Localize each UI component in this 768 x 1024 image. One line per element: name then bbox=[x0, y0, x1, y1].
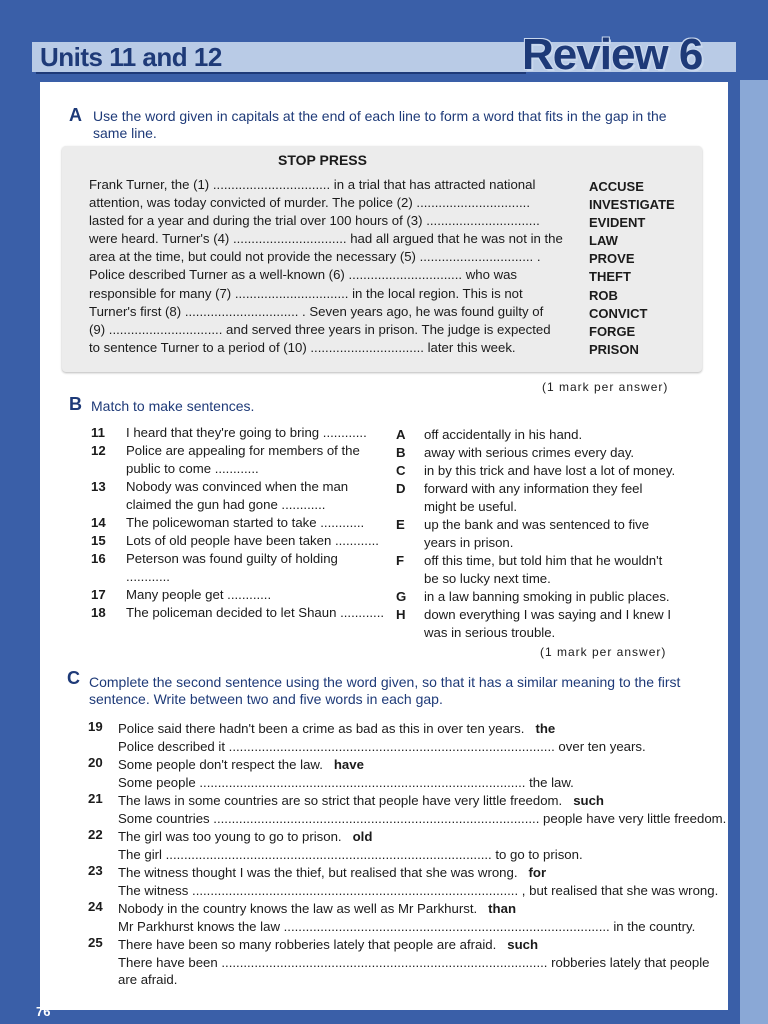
item-gap-sentence[interactable]: The girl ......................................................................................... to go to prison. bbox=[118, 847, 583, 862]
page-number: 76 bbox=[36, 1004, 51, 1019]
stop-press-line: area at the time, but could not provide the necessary (5) ............................... . bbox=[89, 249, 541, 265]
section-b-instruction: Match to make sentences. bbox=[91, 398, 255, 414]
word-item: PRISON bbox=[589, 341, 639, 357]
item-gap-sentence-continued: are afraid. bbox=[118, 972, 178, 987]
match-num: 15 bbox=[91, 533, 106, 548]
match-left-text: claimed the gun had gone ............ bbox=[126, 497, 326, 512]
match-right-text: off this time, but told him that he wouldn't bbox=[424, 553, 663, 568]
key-word: such bbox=[507, 937, 539, 952]
match-num: 18 bbox=[91, 605, 106, 620]
item-gap-sentence[interactable]: Police described it ......................................................................................... over ten years. bbox=[118, 739, 646, 754]
item-first-sentence bbox=[118, 721, 555, 736]
section-b-letter: B bbox=[69, 394, 82, 414]
stop-press-title: STOP PRESS bbox=[278, 152, 367, 168]
item-first-sentence bbox=[118, 757, 364, 772]
match-letter: H bbox=[396, 607, 406, 622]
match-right-text: up the bank and was sentenced to five bbox=[424, 517, 650, 532]
item-first-sentence bbox=[118, 937, 538, 952]
match-right-text: down everything I was saying and I knew I bbox=[424, 607, 672, 622]
item-number: 19 bbox=[88, 719, 103, 734]
word-item: ACCUSE bbox=[589, 179, 644, 194]
match-left-text: The policeman decided to let Shaun ............ bbox=[126, 605, 385, 620]
side-strip bbox=[740, 80, 768, 1024]
item-number: 21 bbox=[88, 791, 103, 806]
match-num: 13 bbox=[91, 479, 106, 494]
match-right-text: years in prison. bbox=[424, 535, 514, 550]
review-title: Review 6 bbox=[522, 30, 703, 79]
match-letter: E bbox=[396, 517, 405, 532]
key-word: such bbox=[573, 793, 604, 808]
match-left-text: ............ bbox=[126, 569, 170, 584]
section-a-instruction: Use the word given in capitals at the end of each line to form a word that fits in the gap in the same line. bbox=[93, 108, 667, 141]
item-number: 25 bbox=[88, 935, 103, 950]
key-word: than bbox=[488, 901, 516, 916]
section-b-mark: (1 mark per answer) bbox=[540, 645, 667, 659]
match-right-text: forward with any information they feel bbox=[424, 481, 643, 496]
first-sentence-text: Police said there hadn't been a crime as bad as this in over ten years. bbox=[118, 721, 525, 736]
match-letter: B bbox=[396, 445, 406, 460]
match-left-text: I heard that they're going to bring ............ bbox=[126, 425, 367, 440]
match-right-text: might be useful. bbox=[424, 499, 518, 514]
match-num: 17 bbox=[91, 587, 106, 602]
stop-press-text bbox=[89, 176, 569, 357]
word-item: EVIDENT bbox=[589, 215, 646, 231]
word-item: THEFT bbox=[589, 269, 631, 285]
item-gap-sentence[interactable]: Some countries ......................................................................................... people have very little freedom. bbox=[118, 811, 727, 826]
section-a-letter: A bbox=[69, 105, 82, 125]
item-number: 23 bbox=[88, 863, 103, 878]
first-sentence-text: Some people don't respect the law. bbox=[118, 757, 323, 772]
item-first-sentence bbox=[118, 829, 372, 844]
item-first-sentence bbox=[118, 865, 546, 880]
word-item: PROVE bbox=[589, 251, 635, 267]
item-number: 20 bbox=[88, 755, 103, 770]
section-a-mark: (1 mark per answer) bbox=[542, 380, 669, 394]
match-num: 16 bbox=[91, 551, 106, 566]
item-first-sentence bbox=[118, 901, 516, 916]
units-title: Units 11 and 12 bbox=[40, 42, 222, 72]
stop-press-line: were heard. Turner's (4) ............................... had all argued that he was not in the bbox=[89, 231, 563, 247]
item-first-sentence bbox=[118, 793, 604, 808]
item-gap-sentence[interactable]: Some people ......................................................................................... the law. bbox=[118, 775, 574, 790]
match-letter: A bbox=[396, 427, 406, 442]
word-item: INVESTIGATE bbox=[589, 197, 675, 213]
word-list bbox=[589, 178, 675, 359]
match-left-text: public to come ............ bbox=[126, 461, 259, 476]
match-left-text: Police are appealing for members of the bbox=[126, 443, 360, 458]
key-word: the bbox=[535, 721, 556, 736]
key-word: old bbox=[352, 829, 373, 844]
item-number: 22 bbox=[88, 827, 103, 842]
match-letter: D bbox=[396, 481, 406, 496]
match-right-text: off accidentally in his hand. bbox=[424, 427, 583, 442]
match-left-text: Many people get ............ bbox=[126, 587, 272, 602]
match-letter: F bbox=[396, 553, 405, 568]
section-c-instruction: Complete the second sentence using the word given, so that it has a similar meaning to the first sentence. Write between two and five words in each gap. bbox=[89, 674, 681, 707]
item-number: 24 bbox=[88, 899, 103, 914]
first-sentence-text: The girl was too young to go to prison. bbox=[118, 829, 342, 844]
section-c-letter: C bbox=[67, 668, 80, 688]
first-sentence-text: The laws in some countries are so strict that people have very little freedom. bbox=[118, 793, 563, 808]
item-gap-sentence[interactable]: Mr Parkhurst knows the law ......................................................................................... in the country. bbox=[118, 919, 696, 934]
stop-press-line: Frank Turner, the (1) ................................ in a trial that has attracted national bbox=[89, 177, 536, 192]
match-right-text: in by this trick and have lost a lot of money. bbox=[424, 463, 676, 478]
stop-press-line: attention, was today convicted of murder. The police (2) ............................... bbox=[89, 195, 531, 211]
stop-press-line: lasted for a year and during the trial over 100 hours of (3) ............................... bbox=[89, 213, 540, 229]
stop-press-line: (9) ............................... and served three years in prison. The judge is expected bbox=[89, 321, 551, 337]
item-gap-sentence[interactable]: There have been ......................................................................................... robberies lately that people bbox=[118, 955, 710, 970]
word-item: CONVICT bbox=[589, 305, 648, 321]
first-sentence-text: Nobody in the country knows the law as well as Mr Parkhurst. bbox=[118, 901, 478, 916]
word-item: ROB bbox=[589, 287, 618, 303]
match-right-text: was in serious trouble. bbox=[424, 625, 556, 640]
key-word: have bbox=[333, 757, 364, 772]
header-underline bbox=[36, 72, 526, 74]
item-gap-sentence[interactable]: The witness ......................................................................................... , but realised that she was wrong. bbox=[118, 883, 719, 898]
word-item: LAW bbox=[589, 233, 618, 249]
match-num: 14 bbox=[91, 515, 106, 530]
match-left-text: Nobody was convinced when the man bbox=[126, 479, 349, 494]
match-right-text: be so lucky next time. bbox=[424, 571, 551, 586]
first-sentence-text: There have been so many robberies lately that people are afraid. bbox=[118, 937, 497, 952]
stop-press-line: responsible for many (7) ............................... in the local region. This is not bbox=[89, 285, 523, 301]
match-right-text: away with serious crimes every day. bbox=[424, 445, 635, 460]
match-right-text: in a law banning smoking in public places. bbox=[424, 589, 670, 604]
key-word: for bbox=[528, 865, 547, 880]
first-sentence-text: The witness thought I was the thief, but realised that she was wrong. bbox=[118, 865, 518, 880]
match-num: 11 bbox=[91, 425, 105, 440]
match-letter: C bbox=[396, 463, 406, 478]
match-left-text: The policewoman started to take ............ bbox=[126, 515, 365, 530]
match-left-text: Lots of old people have been taken ............ bbox=[126, 533, 379, 548]
stop-press-line: to sentence Turner to a period of (10) ............................... later this week. bbox=[89, 339, 516, 355]
match-num: 12 bbox=[91, 443, 106, 458]
stop-press-line: Police described Turner as a well-known (6) ............................... who was bbox=[89, 267, 518, 283]
stop-press-line: Turner's first (8) ............................... . Seven years ago, he was found guilty of bbox=[89, 303, 544, 319]
match-left-text: Peterson was found guilty of holding bbox=[126, 551, 338, 566]
word-item: FORGE bbox=[589, 323, 636, 339]
match-letter: G bbox=[396, 589, 407, 604]
